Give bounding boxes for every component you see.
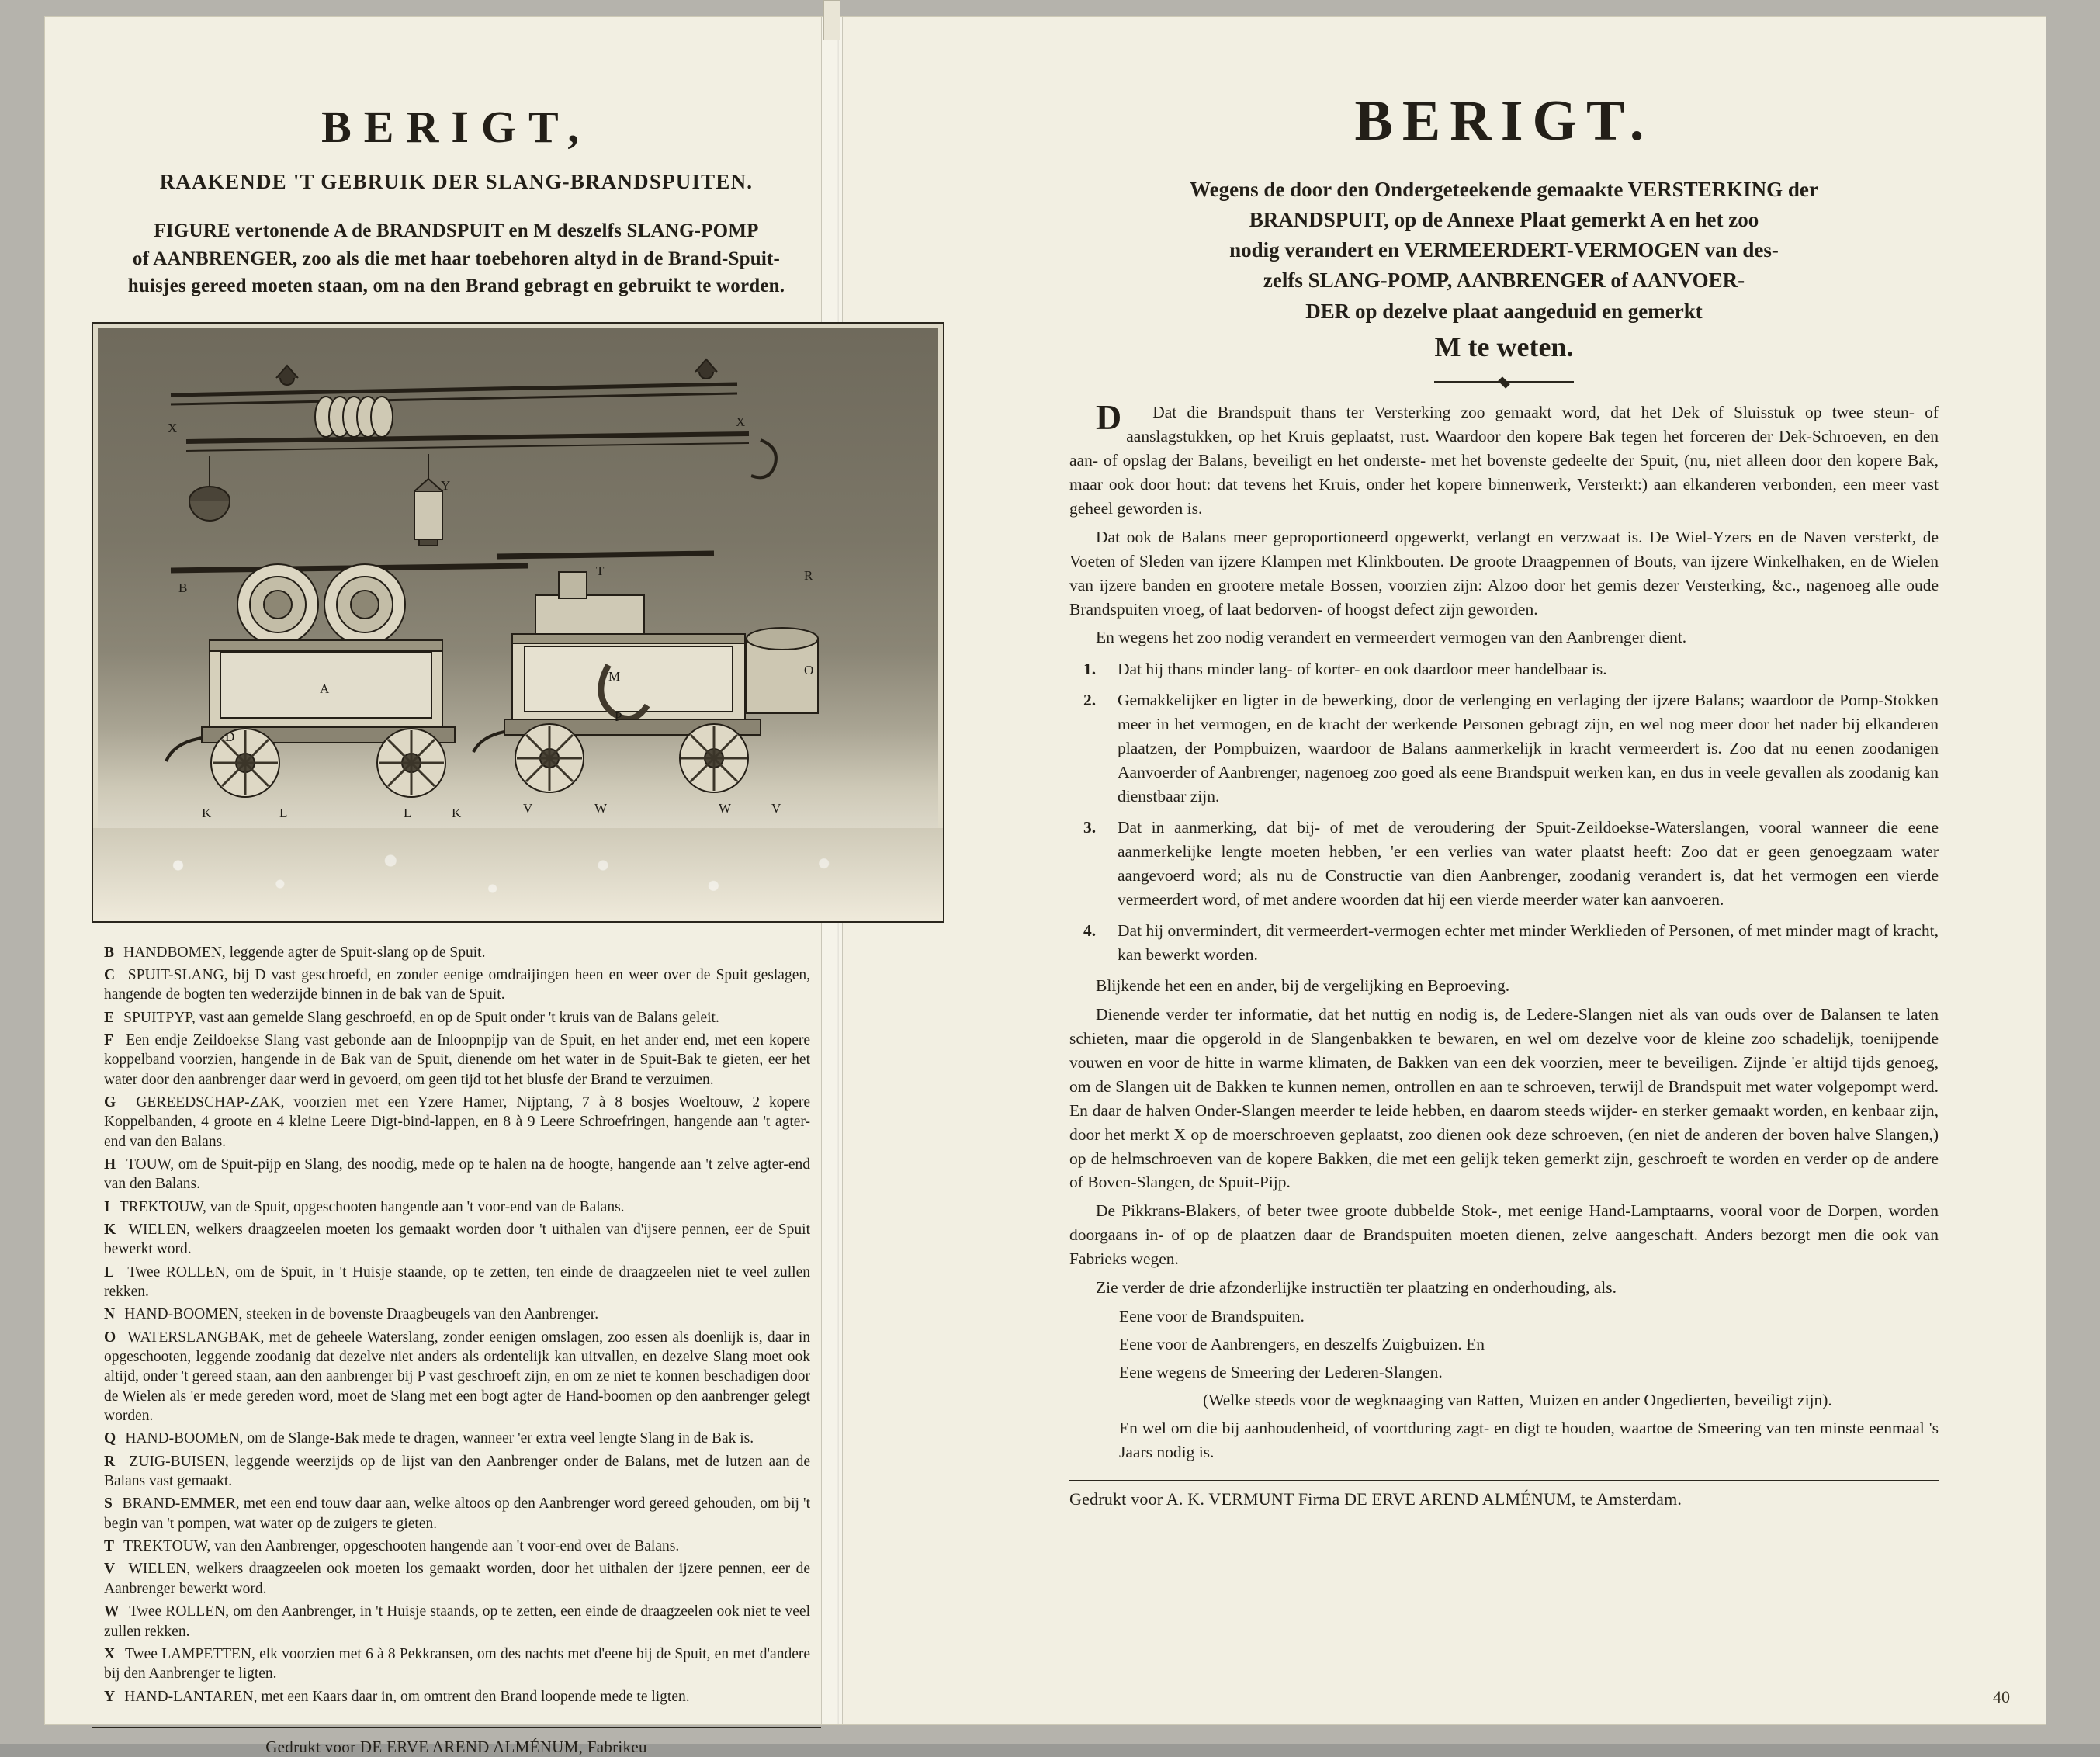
right-page-heading <box>1069 175 1939 367</box>
svg-text:K: K <box>202 805 212 820</box>
legend-text: HANDBOMEN, leggende agter de Spuit-slang op de Spuit. <box>123 944 486 961</box>
printed-sheet <box>45 17 2046 1756</box>
right-head-line-4: zelfs SLANG-POMP, AANBRENGER of AANVOER- <box>1263 269 1745 293</box>
legend-item <box>104 1644 810 1684</box>
legend-item <box>104 1220 810 1260</box>
legend-letter: N <box>104 1306 117 1323</box>
page-number-mark: 40 <box>1993 1687 2010 1707</box>
legend-item <box>104 1155 810 1194</box>
right-page-title: BERIGT. <box>1354 89 1654 153</box>
legend-text: WIELEN, welkers draagzeelen moeten los gemaakt worden door 't uithalen van d'ijsere pennen, eer de Spuit bewerkt word. <box>104 1221 811 1258</box>
svg-text:P: P <box>615 709 622 724</box>
right-paragraph-1 <box>1069 397 1939 521</box>
legend-letter: T <box>104 1538 116 1555</box>
svg-text:W: W <box>719 800 732 816</box>
legend-letter: X <box>104 1645 117 1662</box>
right-after-3: De Pikkrans-Blakers, of beter twee groote dubbelde Stok-, met eenige Hand-Lamptaarns, vooral voor de Dorpen, worden doorgaans in- of op de plaatzen daar de Brandspuiten moeten dienen, zelve aangeschaft. Anders bezorgt men die ook van Fabrieks wegen. <box>1069 1201 1939 1269</box>
closing-note: En wel om die bij aanhoudenheid, of voortduring zagt- en digt te houden, waartoe de Smeering van ten minste eenmaal 's Jaars nodig is. <box>1119 1419 1939 1462</box>
engraving-plate <box>92 322 944 923</box>
legend-item <box>104 1687 810 1707</box>
instruction-item: Eene wegens de Smeering der Lederen-Slangen. <box>1119 1363 1443 1382</box>
legend-letter: O <box>104 1329 118 1346</box>
fold-tab <box>823 0 840 40</box>
legend-text: ZUIG-BUISEN, leggende weerzijds op de lijst van den Aanbrenger onder de Balans, met de lutzen aan de Balans vast gemaakt. <box>104 1453 810 1490</box>
numbered-item <box>1069 816 1939 912</box>
instruction-list <box>1119 1305 1939 1464</box>
right-after-1: Blijkende het een en ander, bij de vergelijking en Beproeving. <box>1096 976 1510 995</box>
svg-text:X: X <box>168 420 178 435</box>
legend-text: Twee ROLLEN, om de Spuit, in 't Huisje staande, op te zetten, ten einde de draagzeelen niet te veel zullen rekken. <box>104 1263 810 1300</box>
svg-text:D: D <box>225 729 235 744</box>
svg-text:W: W <box>594 800 608 816</box>
legend-letter: F <box>104 1031 116 1048</box>
legend-text: SPUIT-SLANG, bij D vast geschroefd, en zonder eenige omdraijingen heen en weer over de Spuit geslagen, hangende de bogten ten wederzijde binnen in de bak van de Spuit. <box>104 966 810 1003</box>
instruction-note: (Welke steeds voor de wegknaaging van Ratten, Muizen en ander Ongedierten, beveiligt zijn). <box>1203 1391 1832 1410</box>
left-intro-line-3: huisjes gereed moeten staan, om na den Brand gebragt en gebruikt te worden. <box>127 276 785 296</box>
right-paragraph-3: En wegens het zoo nodig verandert en vermeerdert vermogen van den Aanbrenger dient. <box>1096 628 1687 647</box>
legend-letter: Y <box>104 1688 117 1705</box>
item-text: Dat hij onvermindert, dit vermeerdert-vermogen echter met minder Werklieden of Personen, of met minder magt of kracht, kan bewerkt worden. <box>1118 920 1939 964</box>
legend-letter: Q <box>104 1430 118 1447</box>
legend-letter: B <box>104 944 116 961</box>
svg-text:O: O <box>804 662 814 678</box>
legend-letter: E <box>104 1009 116 1026</box>
legend-letter: I <box>104 1198 112 1215</box>
svg-text:M: M <box>608 668 621 684</box>
legend-item <box>104 1559 810 1599</box>
item-number: 1. <box>1083 660 1097 679</box>
legend-item <box>104 1602 810 1641</box>
legend-text: GEREEDSCHAP-ZAK, voorzien met een Yzere Hamer, Nijptang, 7 à 8 bosjes Woeltouw, 2 kopere Koppelbanden, 4 groote en 4 kleine Leere Digt-bind-lappen, en 8 à 9 Leere Schroefringen, hangende aan 't agter-end van den Balans. <box>104 1093 810 1150</box>
left-intro <box>92 217 821 300</box>
drop-cap: D <box>1096 397 1122 437</box>
instruction-item: Eene voor de Aanbrengers, en deszelfs Zuigbuizen. En <box>1119 1335 1485 1354</box>
right-head-line-3: nodig verandert en VERMEERDERT-VERMOGEN van des- <box>1229 238 1779 262</box>
numbered-list <box>1069 657 1939 966</box>
legend-text: Twee ROLLEN, om den Aanbrenger, in 't Huisje staands, op te zetten, een einde de draagzeelen ook niet te veel zullen rekken. <box>104 1603 811 1640</box>
legend-item <box>104 1328 810 1426</box>
numbered-item <box>1069 688 1939 809</box>
legend-item <box>104 1093 810 1152</box>
legend-text: WIELEN, welkers draagzeelen ook moeten los gemaakt worden, door het uithalen der ijzere pennen, eer de Aanbrenger bewerkt word. <box>104 1561 811 1597</box>
plate-legend-list <box>104 943 810 1707</box>
item-number: 2. <box>1083 691 1097 710</box>
left-intro-line-2: of AANBRENGER, zoo als die met haar toebehoren altyd in de Brand-Spuit- <box>132 248 781 269</box>
legend-text: HAND-BOOMEN, om de Slange-Bak mede te dragen, wanneer 'er extra veel lengte Slang in de Bak is. <box>125 1430 754 1447</box>
instruction-item: Eene voor de Brandspuiten. <box>1119 1307 1305 1326</box>
legend-letter: W <box>104 1603 121 1620</box>
left-page-subtitle: RAAKENDE 'T GEBRUIK DER SLANG-BRANDSPUITEN. <box>159 170 754 193</box>
legend-item <box>104 1429 810 1448</box>
legend-text: BRAND-EMMER, met een end touw daar aan, welke altoos op den Aanbrenger word gereed gehouden, om bij 't begin van 't pompen, wat water op de zuigers te gieten. <box>104 1495 810 1532</box>
legend-letter: H <box>104 1156 118 1173</box>
numbered-item <box>1069 919 1939 967</box>
legend-letter: L <box>104 1263 116 1280</box>
svg-text:K: K <box>452 805 462 820</box>
legend-letter: G <box>104 1093 118 1111</box>
left-page-title: BERIGT, <box>321 102 591 152</box>
legend-text: SPUITPYP, vast aan gemelde Slang geschroefd, en op de Spuit onder 't kruis van de Balans geleit. <box>123 1009 719 1026</box>
svg-text:L: L <box>279 805 288 820</box>
right-body-text <box>1069 397 1939 1464</box>
legend-letter: C <box>104 966 117 983</box>
right-page <box>1069 17 1939 1724</box>
legend-item <box>104 965 810 1005</box>
right-paragraph-1-text: Dat die Brandspuit thans ter Versterking zoo gemaakt word, dat het Dek of Sluisstuk op twee steun- of aanslagstukken, op het Kruis geplaatst, rust. Waardoor den kopere Bak tegen het forceren der Dek-Schroeven, en den aan- of opslag der Balans, beveiligt en het onderste- met het bovenste gedeelte der Spuit, (nu, niet alleen door den kopere Bak, maar ook door hout: dat tevens het Kruis, onder het kopere binnenwerk, Versterkt:) aan elkanderen verbonden, een meer vast geheel geworden is. <box>1069 402 1939 518</box>
left-intro-line-1: FIGURE vertonende A de BRANDSPUIT en M deszelfs SLANG-POMP <box>154 220 759 241</box>
item-text: Dat hij thans minder lang- of korter- en ook daardoor meer handelbaar is. <box>1118 660 1607 679</box>
svg-text:V: V <box>771 800 781 816</box>
item-number: 3. <box>1083 818 1097 837</box>
right-head-line-6: M te weten. <box>1434 331 1574 362</box>
legend-text: TREKTOUW, van den Aanbrenger, opgeschooten hangende aan 't voor-end over de Balans. <box>123 1538 680 1555</box>
left-imprint: Gedrukt voor DE ERVE AREND ALMÉNUM, Fabrikeu <box>92 1727 821 1757</box>
legend-text: HAND-LANTAREN, met een Kaars daar in, om omtrent den Brand loopende mede te ligten. <box>124 1688 690 1705</box>
legend-item <box>104 1537 810 1556</box>
svg-text:V: V <box>523 800 533 816</box>
ornamental-divider <box>1434 381 1574 383</box>
svg-text:A: A <box>320 681 330 696</box>
legend-item <box>104 1197 810 1217</box>
legend-text: Een endje Zeildoekse Slang vast gebonde aan de Inloopnpijp van de Spuit, en het ander end, met een kopere koppelband voorzien, hangende in de Bak van de Spuit, dienende om het water in de Spuit-Bak te gieten, eer het water door den aanbrenger daar werd in gevoerd, om geen tijd tot het blusfe der Brand te verzuimen. <box>104 1031 810 1088</box>
legend-item <box>104 1494 810 1533</box>
legend-text: HAND-BOOMEN, steeken in de bovenste Draagbeugels van den Aanbrenger. <box>124 1306 599 1323</box>
right-imprint: Gedrukt voor A. K. VERMUNT Firma DE ERVE AREND ALMÉNUM, te Amsterdam. <box>1069 1480 1939 1509</box>
svg-text:Y: Y <box>441 477 451 493</box>
legend-item <box>104 1452 810 1492</box>
legend-text: Twee LAMPETTEN, elk voorzien met 6 à 8 Pekkransen, om des nachts met d'eene bij de Spuit, en met d'andere bij den Aanbrenger te ligten. <box>104 1645 810 1682</box>
fire-engine-engraving <box>93 324 943 921</box>
legend-text: TREKTOUW, van de Spuit, opgeschooten hangende aan 't voor-end van de Balans. <box>119 1198 625 1215</box>
right-after-2: Dienende verder ter informatie, dat het nuttig en nodig is, de Ledere-Slangen niet als van ouds over de Balansen te laten schieten, maar die opgerold in de Slangenbakken te bewaren, en wel om dezelve voor de kleine zoo schadelijk, toenijpende vouwen en voor de hitte in warme klimaten, de Bakken van een dek voorzien, meer te beveiligen. Zijnde 'er altijd tijds genoeg, om de Slangen uit de Bakken te kunnen nemen, ontrollen en aan te schroeven, terwijl de Brandspuit met water volgepompt werd. En daar de halven Onder-Slangen meerder te leide hebben, en daarom steeds wijder- en sterker gemaakt worden, en kenbaar zijn, door het merkt X op de moerschroeven geplaatst, zoo dienen ook deze schroeven, (en niet de anderen der boven halve Slangen,) op de helmschroeven van de kopere Bakken, die met een gelijk teken gemerkt zijn, geschroeft te worden en verder op de andere of Boven-Slangen, de Spuit-Pijp. <box>1069 1004 1939 1192</box>
legend-letter: R <box>104 1453 117 1470</box>
legend-item <box>104 1031 810 1090</box>
legend-item <box>104 1263 810 1302</box>
legend-text: WATERSLANGBAK, met de geheele Waterslang, zonder eenigen omslagen, zoo essen als doenlijk is, daar in opgeschooten, leggende zoodanig dat dezelve niet anders als ordentelijk kan uitvallen, en dezelve Slang moet ook altijd, onder 't gereed staan, aan den aanbrenger bij P vast geschroeft zijn, en om ze niet te konnen beschadigen door de Wielen als 'er mede gereden word, moet de Slang met een bogt agter de Hand-boomen op den aanbrenger gelegt worden. <box>104 1329 810 1425</box>
svg-text:X: X <box>736 414 746 429</box>
legend-item <box>104 1305 810 1324</box>
legend-letter: V <box>104 1561 117 1578</box>
numbered-item <box>1069 657 1939 681</box>
svg-text:L: L <box>404 805 412 820</box>
legend-item <box>104 943 810 962</box>
svg-text:B: B <box>178 580 188 595</box>
right-after-4: Zie verder de drie afzonderlijke instructiën ter plaatzing en onderhouding, als. <box>1096 1278 1617 1298</box>
right-head-line-5: DER op dezelve plaat aangeduid en gemerkt <box>1305 299 1703 323</box>
right-paragraph-2: Dat ook de Balans meer geproportioneerd opgewerkt, verlangt en verzwaat is. De Wiel-Yzers en de Naven versterkt, de Voeten of Sleden van ijzere Klampen met Klinkbouten. De groote Draagpennen of Bouts, van ijzere Winkelhaken, en de Wielen van ijzere banden en grootere metale Bossen, voorzien zijn: Alzoo door het gemis dezer Versterking, &c., nagenoeg alle oude Brandspuiten vroeg, of laat bedorven- of hoogst defect zijn geworden. <box>1069 527 1939 619</box>
svg-text:R: R <box>804 567 813 583</box>
legend-item <box>104 1008 810 1028</box>
legend-letter: S <box>104 1495 115 1513</box>
item-text: Dat in aanmerking, dat bij- of met de veroudering der Spuit-Zeildoekse-Waterslangen, vooral wanneer die eene aanmerkelijke lengte moeten hebben, 'er een verlies van water plaatst heeft: Zoo dat er geen genoegzaam water aangevoerd word; als nu de Constructie van dien Aanbrenger, zoodanig verandert is, dat het vermogen een vierde vermeerdert word, of met andere woorden dat hij een vierde meerder water kan aanvoeren. <box>1118 818 1939 909</box>
item-text: Gemakkelijker en ligter in de bewerking, door de verlenging en verlaging der ijzere Balans; waardoor de Pomp-Stokken meer in het vermogen, en de kracht der werkende Personen gebragt zijn, en wel nog meer door het nader bij elkanderen plaatzen, der Pompbuizen, waardoor de Balans aanmerkelijk in kracht vermeerdert is. Zoo dat nu eenen zoodanigen Aanvoerder of Aanbrenger, nagenoeg zoo goed als eene Brandspuit werken kan, en dus in veele gevallen als zoodanig kan dienstbaar zijn. <box>1118 691 1939 806</box>
legend-letter: K <box>104 1221 118 1238</box>
svg-text:T: T <box>596 563 605 578</box>
legend-text: TOUW, om de Spuit-pijp en Slang, des noodig, mede op te halen na de hoogte, hangende aan 't zelve agter-end van den Balans. <box>104 1156 811 1193</box>
right-head-line-1: Wegens de door den Ondergeteekende gemaakte VERSTERKING der <box>1190 178 1818 201</box>
left-page <box>92 17 821 1756</box>
item-number: 4. <box>1083 920 1097 940</box>
right-head-line-2: BRANDSPUIT, op de Annexe Plaat gemerkt A en het zoo <box>1249 208 1759 232</box>
